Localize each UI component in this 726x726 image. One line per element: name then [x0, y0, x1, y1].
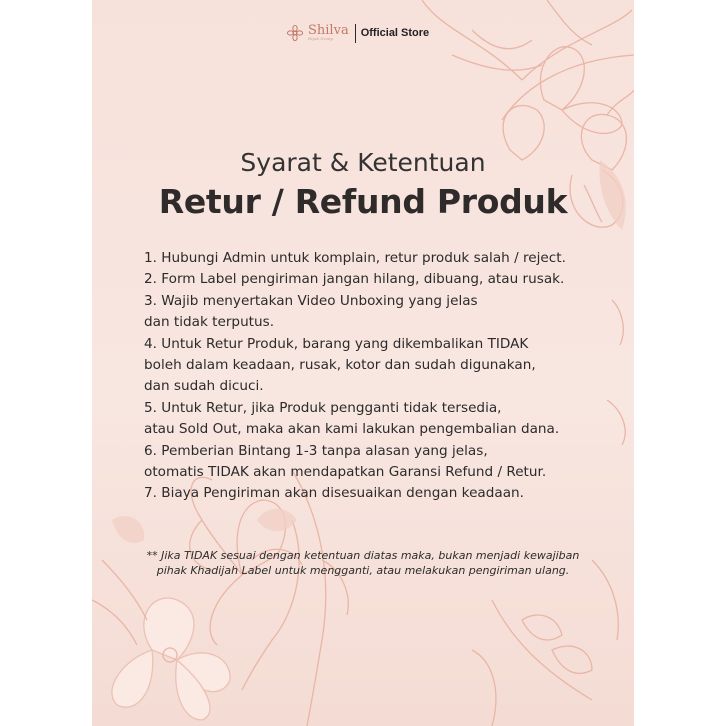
- footnote: [92, 549, 634, 578]
- term-line: otomatis TIDAK akan mendapatkan Garansi Refund / Retur.: [144, 464, 547, 481]
- term-item: [144, 441, 624, 484]
- page-subtitle: Syarat & Ketentuan: [240, 148, 486, 177]
- brand-tagline: Hijab Group: [308, 37, 334, 42]
- term-item: [144, 291, 624, 334]
- official-store-label: Official Store: [360, 27, 430, 39]
- term-line: 1. Hubungi Admin untuk komplain, retur produk salah / reject.: [144, 250, 566, 266]
- footnote-line-2: pihak Khadijah Label untuk mengganti, atau melakukan pengiriman ulang.: [156, 563, 570, 577]
- term-item: [144, 334, 624, 398]
- term-item: [144, 248, 624, 269]
- flower-logo-icon: [286, 24, 304, 42]
- term-item: [144, 269, 624, 290]
- term-line: 3. Wajib menyertakan Video Unboxing yang jelas: [144, 292, 478, 309]
- term-line: dan tidak terputus.: [144, 314, 275, 331]
- term-line: atau Sold Out, maka akan kami lakukan pengembalian dana.: [144, 421, 560, 438]
- term-item: [144, 483, 624, 504]
- term-line: dan sudah dicuci.: [144, 378, 264, 395]
- term-line: 4. Untuk Retur Produk, barang yang dikembalikan TIDAK: [144, 335, 529, 352]
- page-title: Retur / Refund Produk: [158, 182, 568, 221]
- term-line: 6. Pemberian Bintang 1-3 tanpa alasan yang jelas,: [144, 442, 488, 459]
- term-line: 7. Biaya Pengiriman akan disesuaikan dengan keadaan.: [144, 485, 524, 502]
- brand-name: [308, 24, 349, 42]
- term-item: [144, 398, 624, 441]
- terms-list: [144, 248, 624, 505]
- terms-card: [92, 0, 634, 726]
- term-line: boleh dalam keadaan, rusak, kotor dan sudah digunakan,: [144, 357, 536, 374]
- brand-name-text: Shilva: [308, 23, 349, 39]
- brand-divider: [355, 24, 356, 43]
- term-line: 2. Form Label pengiriman jangan hilang, dibuang, atau rusak.: [144, 271, 565, 288]
- term-line: 5. Untuk Retur, jika Produk pengganti tidak tersedia,: [144, 399, 502, 416]
- brand-header: [286, 20, 429, 46]
- footnote-line-1: ** Jika TIDAK sesuai dengan ketentuan diatas maka, bukan menjadi kewajiban: [146, 549, 580, 562]
